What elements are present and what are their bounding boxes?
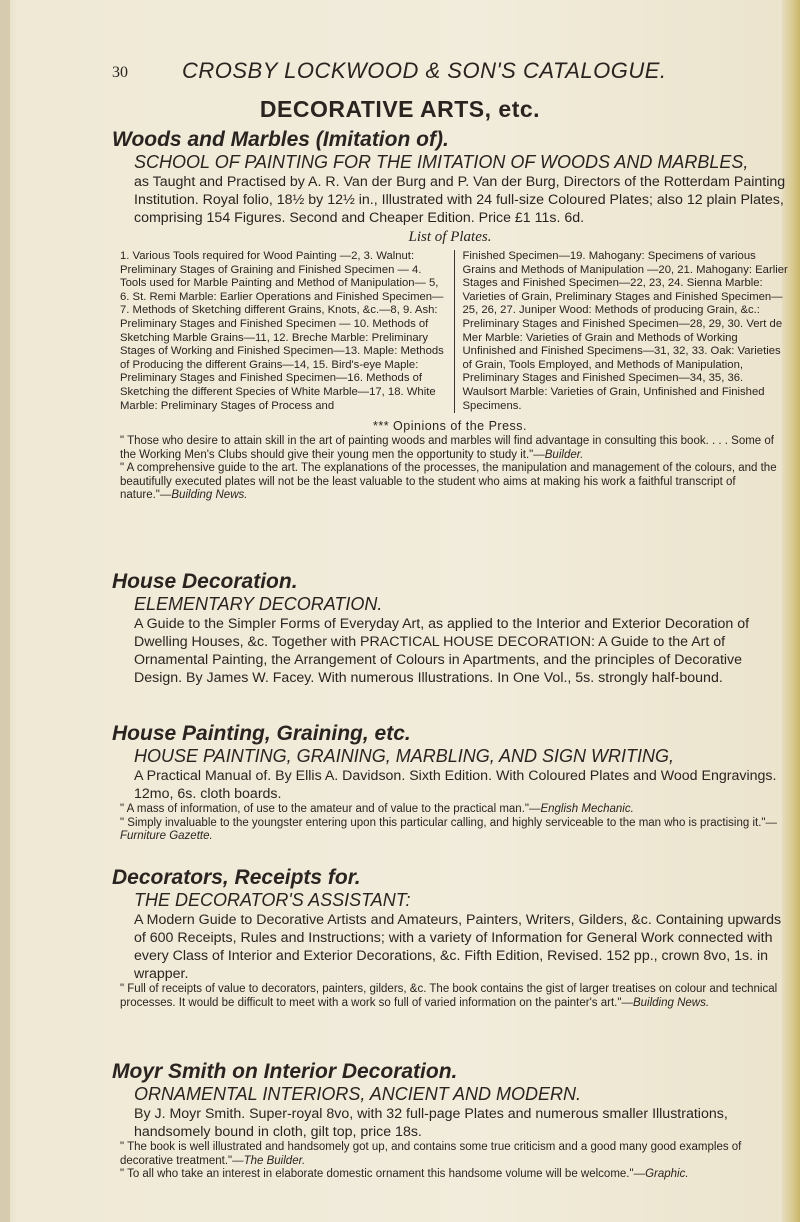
book-title: HOUSE PAINTING, GRAINING, MARBLING, AND SIGN WRITING, bbox=[134, 746, 675, 766]
section-moyr-smith bbox=[112, 1060, 788, 1182]
book-description: By J. Moyr Smith. Super-royal 8vo, with 32 full-page Plates and numerous smaller Illustrations, handsomely bound in cloth, gilt top, price 18s. bbox=[134, 1106, 728, 1140]
plates-column-right: Finished Specimen—19. Mahogany: Specimens of various Grains and Methods of Manipulation —20, 21. Mahogany: Earlier Stages and Finished Specimen—22, 23, 24. Sienna Marble: Varieties of Grain, Preliminary Stages and Finished Specimen—25, 26, 27. Juniper Wood: Methods of producing Grain, &c.: Preliminary Stages and Finished Specimen—28, 29, 30. Vert de Mer Marble: Varieties of Grain and Methods of Working Unfinished and Finished Specimens—31, 32, 33. Oak: Varieties of Grain, Tools Employed, and Methods of Manipulation, Preliminary Stages and Finished Specimen—34, 35, 36. Waulsort Marble: Varieties of Grain, Unfinished and Finished Specimens. bbox=[462, 250, 788, 412]
book-description: A Modern Guide to Decorative Artists and Amateurs, Painters, Writers, Gilders, &c. Containing upwards of 600 Receipts, Rules and Instructions; with a variety of Information for General Work connected with every Class of Interior and Exterior Decorations, &c. Fifth Edition, Revised. 152 pp., crown 8vo, 1s. in wrapper. bbox=[134, 912, 782, 982]
book-description: as Taught and Practised by A. R. Van der Burg and P. Van der Burg, Directors of the Rotterdam Painting Institution. Royal folio, 18½ by 12½ in., Illustrated with 24 full-size Coloured Plates; also 12 plain Plates, comprising 154 Figures. Second and Cheaper Edition. Price £1 11s. 6d. bbox=[134, 174, 786, 226]
section-heading: Decorators, Receipts for. bbox=[112, 866, 361, 889]
book-title: ORNAMENTAL INTERIORS, ANCIENT AND MODERN. bbox=[134, 1084, 582, 1104]
section-house-painting bbox=[112, 722, 788, 844]
section-heading: Woods and Marbles (Imitation of). bbox=[112, 128, 449, 151]
plates-column-left: 1. Various Tools required for Wood Painting —2, 3. Walnut: Preliminary Stages of Graining and Finished Specimen — 4. Tools used for Marble Painting and Method of Manipulation— 5, 6. St. Remi Marble: Earlier Operations and Finished Specimen—7. Methods of Sketching different Grains, Knots, &c.—8, 9. Ash: Preliminary Stages and Finished Specimen — 10. Methods of Sketching Marble Grains—11, 12. Breche Marble: Preliminary Stages of Working and Finished Specimen—13. Maple: Methods of Producing the different Grains—14, 15. Bird's-eye Maple: Preliminary Stages and Finished Specimen—16. Methods of Sketching the different Species of White Marble—17, 18. White Marble: Preliminary Stages of Process and bbox=[120, 250, 455, 413]
section-heading: Moyr Smith on Interior Decoration. bbox=[112, 1060, 458, 1083]
running-title: CROSBY LOCKWOOD & SON'S CATALOGUE. bbox=[182, 58, 667, 83]
section-heading: House Decoration. bbox=[112, 570, 298, 593]
page-left-edge bbox=[0, 0, 10, 1222]
plates-list bbox=[120, 250, 788, 413]
section-heading: House Painting, Graining, etc. bbox=[112, 722, 411, 745]
list-title: List of Plates. bbox=[408, 229, 492, 245]
press-quote: " Those who desire to attain skill in the art of painting woods and marbles will find advantage in consulting this book. . . . Some of the Working Men's Clubs should give their young men the opportunity to study it."—Builder. bbox=[120, 435, 774, 461]
running-head bbox=[112, 58, 772, 88]
book-description: A Guide to the Simpler Forms of Everyday Art, as applied to the Interior and Exterior Decoration of Dwelling Houses, &c. Together with PRACTICAL HOUSE DECORATION: A Guide to the Art of Ornamental Painting, the Arrangement of Colours in Apartments, and the principles of Decorative Design. By James W. Facey. With numerous Illustrations. In One Vol., 5s. strongly half-bound. bbox=[134, 616, 750, 686]
press-quote: " A mass of information, of use to the amateur and of value to the practical man."—English Mechanic. bbox=[120, 803, 634, 815]
press-quote: " To all who take an interest in elaborate domestic ornament this handsome volume will be welcome."—Graphic. bbox=[120, 1168, 689, 1180]
section-decorators-receipts bbox=[112, 866, 788, 1010]
page-number: 30 bbox=[112, 64, 128, 81]
chapter-title: DECORATIVE ARTS, etc. bbox=[259, 96, 541, 122]
section-woods-marbles bbox=[112, 128, 788, 503]
book-title: ELEMENTARY DECORATION. bbox=[134, 594, 383, 614]
press-quote: " Full of receipts of value to decorators, painters, gilders, &c. The book contains the gist of larger treatises on colour and technical processes. It would be difficult to meet with a work so full of varied information on the painter's art."—Building News. bbox=[120, 983, 778, 1009]
book-description: A Practical Manual of. By Ellis A. Davidson. Sixth Edition. With Coloured Plates and Wood Engravings. 12mo, 6s. cloth boards. bbox=[134, 768, 777, 802]
section-house-decoration bbox=[112, 570, 788, 687]
press-quote: " Simply invaluable to the youngster entering upon this particular calling, and highly serviceable to the man who is practising it."—Furniture Gazette. bbox=[120, 816, 777, 842]
press-quote: " The book is well illustrated and handsomely got up, and contains some true criticism and a good many good examples of decorative treatment."—The Builder. bbox=[120, 1141, 742, 1167]
book-title: SCHOOL OF PAINTING FOR THE IMITATION OF WOODS AND MARBLES, bbox=[134, 152, 749, 172]
press-heading: *** Opinions of the Press. bbox=[372, 419, 528, 434]
press-quote: " A comprehensive guide to the art. The explanations of the processes, the manipulation and management of the colours, and the beautifully executed plates will not be the least valuable to the student who aims at making his work a faithful transcript of nature."—Building News. bbox=[120, 462, 777, 502]
book-title: THE DECORATOR'S ASSISTANT: bbox=[134, 890, 411, 910]
